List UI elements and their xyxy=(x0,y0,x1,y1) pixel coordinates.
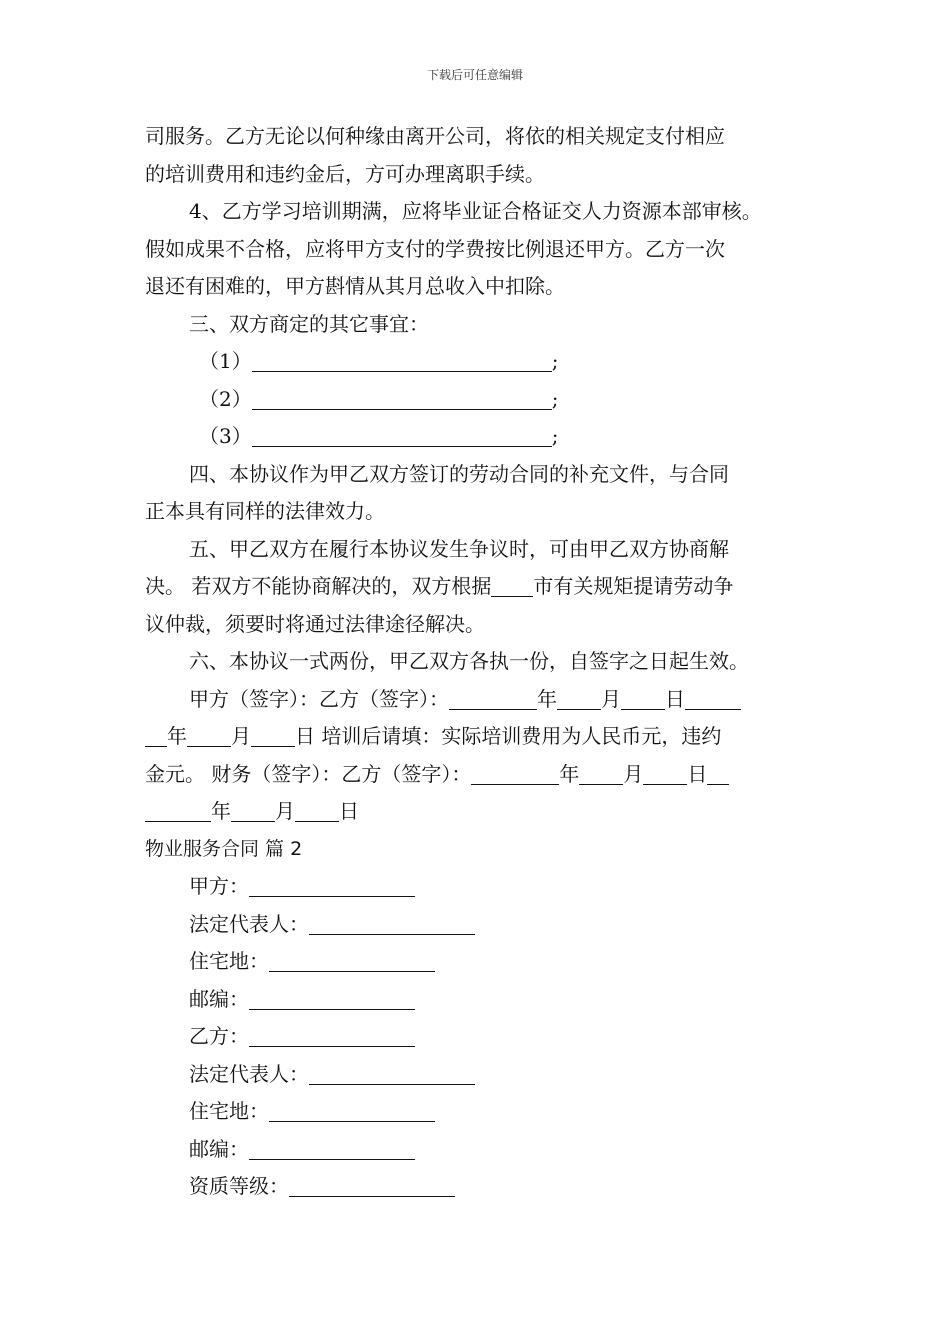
blank-line xyxy=(557,687,601,710)
page-header: 下载后可任意编辑 xyxy=(426,68,523,82)
section-6-line: 六、本协议一式两份，甲乙双方各执一份，自签字之日起生效。 xyxy=(189,649,749,673)
field-label: 甲方： xyxy=(189,874,249,898)
blank-line xyxy=(621,687,665,710)
month-label: 月 xyxy=(275,799,295,823)
blank-line xyxy=(579,762,623,785)
document-body xyxy=(145,118,815,1206)
blank-line xyxy=(449,687,537,710)
blank-line xyxy=(471,762,559,785)
section-4-line: 四、本协议作为甲乙双方签订的劳动合同的补充文件，与合同 xyxy=(189,461,729,486)
year-label: 年 xyxy=(167,724,187,748)
blank-line xyxy=(491,574,533,597)
blank-line xyxy=(249,987,415,1010)
field-label: 法定代表人： xyxy=(189,1061,309,1086)
day-label: 日 xyxy=(339,799,359,823)
section-3-title: 三、双方商定的其它事宜： xyxy=(189,311,429,336)
finance-signature-label: 财务（签字）： xyxy=(205,761,342,786)
item-end: ; xyxy=(551,424,559,448)
month-label: 月 xyxy=(601,686,621,711)
year-label: 年 xyxy=(211,799,231,823)
day-label: 日 xyxy=(687,761,708,786)
section-5-text: 市有关规矩提请劳动争 xyxy=(533,574,734,598)
contract-field xyxy=(145,981,815,1019)
year-label: 年 xyxy=(537,686,557,711)
blank-line xyxy=(289,1174,455,1197)
blank-line xyxy=(249,874,415,897)
paragraph-line: 司服务。乙方无论以何种缘由离开公司，将依的相关规定支付相应 xyxy=(145,124,725,148)
blank-line xyxy=(145,799,211,822)
section-5-line xyxy=(145,568,815,606)
clause-4-line: 4、乙方学习培训期满，应将毕业证合格证交人力资源本部审核。 xyxy=(189,199,762,223)
contract-field xyxy=(145,1168,815,1206)
item-end: ; xyxy=(551,386,559,411)
contract-2-title: 物业服务合同 篇 2 xyxy=(145,837,303,860)
contract-field xyxy=(145,1018,815,1056)
party-b-signature-label: 乙方（签字）： xyxy=(319,686,449,711)
contract-field xyxy=(145,1131,815,1169)
blank-line xyxy=(249,1137,415,1160)
other-matter-item xyxy=(145,343,815,381)
clause-4-line: 假如成果不合格，应将甲方支付的学费按比例退还甲方。乙方一次 xyxy=(145,236,725,261)
other-matter-item xyxy=(145,381,815,419)
section-4-line: 正本具有同样的法律效力。 xyxy=(145,499,385,523)
blank-line xyxy=(187,724,231,747)
section-5-text: 决。 若双方不能协商解决的，双方根据 xyxy=(145,574,492,598)
blank-line xyxy=(309,1062,475,1085)
contract-field xyxy=(145,1056,815,1094)
other-matter-item xyxy=(145,418,815,456)
blank-line xyxy=(252,349,552,372)
section-5-line: 五、甲乙双方在履行本协议发生争议时，可由甲乙双方协商解 xyxy=(189,536,729,561)
item-label: （3） xyxy=(199,424,252,448)
contract-field xyxy=(145,868,815,906)
item-label: （1） xyxy=(199,349,252,373)
month-label: 月 xyxy=(231,724,251,748)
blank-line xyxy=(269,949,435,972)
field-label: 住宅地： xyxy=(189,1099,269,1123)
blank-line xyxy=(295,799,339,822)
signature-line xyxy=(145,718,815,756)
training-cost-text: 培训后请填：实际培训费用为人民币元，违约 xyxy=(315,724,722,748)
blank-line xyxy=(269,1099,435,1122)
blank-line xyxy=(685,687,741,710)
signature-line xyxy=(145,793,815,831)
blank-line xyxy=(251,724,295,747)
blank-line xyxy=(252,424,552,447)
contract-field xyxy=(145,943,815,981)
field-label: 邮编： xyxy=(189,1136,249,1161)
field-label: 法定代表人： xyxy=(189,911,309,936)
year-label: 年 xyxy=(559,761,580,786)
contract-field xyxy=(145,1093,815,1131)
paragraph-line: 的培训费用和违约金后，方可办理离职手续。 xyxy=(145,161,545,186)
month-label: 月 xyxy=(623,761,644,786)
penalty-text: 金元。 xyxy=(145,761,205,786)
blank-line xyxy=(231,799,275,822)
section-5-line: 议仲裁，须要时将通过法律途径解决。 xyxy=(145,611,485,636)
party-a-signature-label: 甲方（签字）： xyxy=(189,686,319,711)
day-label: 日 xyxy=(665,686,685,711)
blank-line xyxy=(309,912,475,935)
signature-line xyxy=(145,756,815,794)
field-label: 邮编： xyxy=(189,986,249,1011)
blank-line xyxy=(252,387,552,410)
signature-line xyxy=(145,681,815,719)
blank-line xyxy=(249,1024,415,1047)
field-label: 资质等级： xyxy=(189,1174,289,1198)
field-label: 住宅地： xyxy=(189,949,269,973)
contract-field xyxy=(145,906,815,944)
day-label: 日 xyxy=(295,724,315,748)
field-label: 乙方： xyxy=(189,1024,249,1048)
item-label: （2） xyxy=(199,386,252,411)
item-end: ; xyxy=(551,349,559,373)
clause-4-line: 退还有困难的，甲方斟情从其月总收入中扣除。 xyxy=(145,274,565,298)
party-b-signature-label: 乙方（签字）： xyxy=(341,761,472,786)
blank-line xyxy=(707,762,729,785)
blank-line xyxy=(643,762,687,785)
blank-line xyxy=(145,724,167,747)
